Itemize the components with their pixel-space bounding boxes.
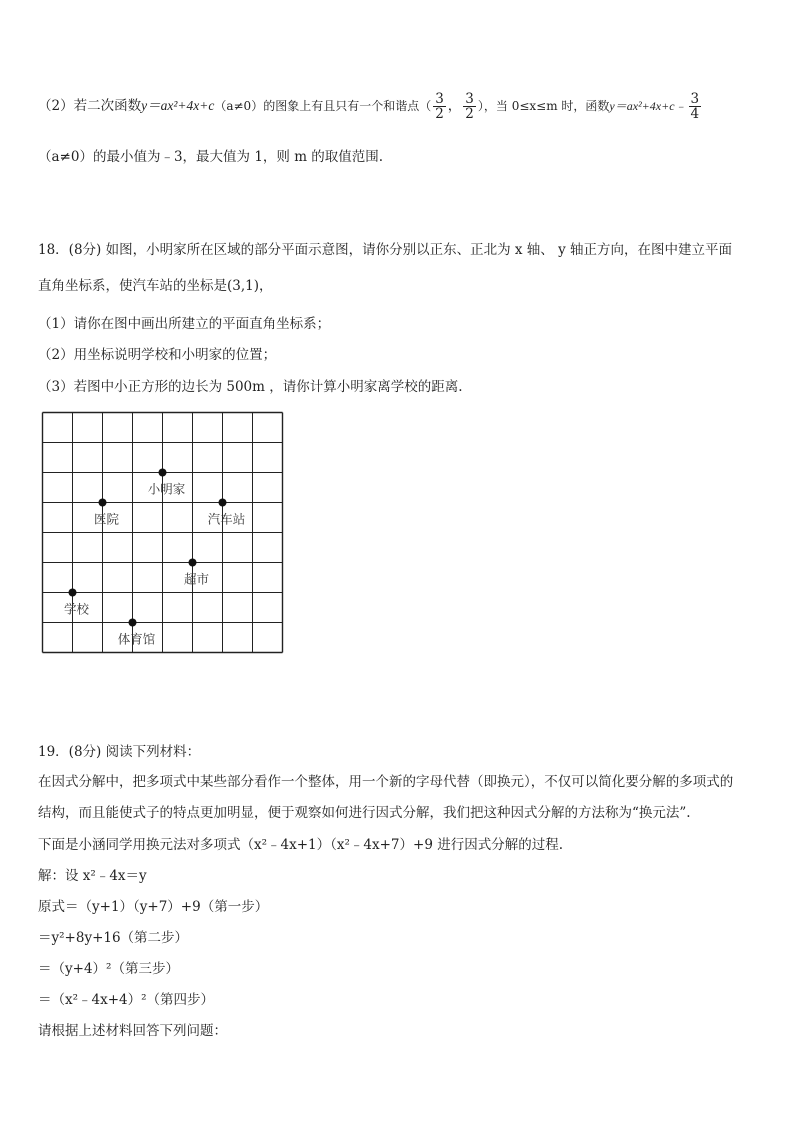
q19-step3: ＝（y+4）²（第三步） <box>38 961 179 977</box>
q19-para2: 结构，而且能使式子的特点更加明显，便于观察如何进行因式分解，我们把这种因式分解的方法称为“换元法”. <box>38 805 691 821</box>
q19-step2: ＝y²+8y+16（第二步） <box>38 930 189 946</box>
q17-part2-line2: （a≠0）的最小值为﹣3，最大值为 1，则 m 的取值范围. <box>38 149 384 165</box>
q18-stem-line1: 18．(8分) 如图，小明家所在区域的部分平面示意图，请你分别以正东、正北为 x 轴、 y 轴正方向，在图中建立平面 <box>38 242 732 258</box>
q18-sub3: （3）若图中小正方形的边长为 500m ，请你计算小明家离学校的距离. <box>38 379 463 395</box>
q17-text-a: （2）若二次函数 <box>38 98 142 115</box>
frac-numerator: 3 <box>435 91 444 107</box>
q17-frac-a <box>433 92 446 121</box>
frac-numerator: 3 <box>690 91 700 107</box>
place-label: 学校 <box>63 601 90 617</box>
place-dot <box>219 499 227 507</box>
q18-sub2: （2）用坐标说明学校和小明家的位置； <box>38 347 277 363</box>
place-label: 小明家 <box>147 481 186 497</box>
q17-cond1: （a≠0）的图象上有且只有一个和谐点（ <box>214 99 432 114</box>
place-label: 超市 <box>183 571 210 587</box>
q18-sub1: （1）请你在图中画出所建立的平面直角坐标系； <box>38 316 331 332</box>
q19-title: 19．(8分) 阅读下列材料： <box>38 744 201 760</box>
frac-denominator: 4 <box>690 106 700 123</box>
q19-solution-set: 解：设 x²﹣4x＝y <box>38 868 147 884</box>
q19-para3: 下面是小涵同学用换元法对多项式（x²﹣4x+1）（x²﹣4x+7）+9 进行因式分解的过程. <box>38 837 563 853</box>
place-label: 体育馆 <box>117 631 156 647</box>
q17-frac-b <box>463 92 476 121</box>
q17-part2-line1 <box>38 92 703 121</box>
place-dot <box>189 559 197 567</box>
place-dot <box>129 619 137 627</box>
q19-step1: 原式＝（y+1）（y+7）+9（第一步） <box>38 899 269 915</box>
place-label: 汽车站 <box>207 511 246 527</box>
q18-stem-line2: 直角坐标系，使汽车站的坐标是(3,1)， <box>38 278 273 294</box>
place-label: 医院 <box>93 511 120 527</box>
q19-question: 请根据上述材料回答下列问题： <box>38 1023 227 1039</box>
place-dot <box>159 469 167 477</box>
q17-close-paren: ），当 0≤x≤m 时，函数 <box>477 99 610 114</box>
map-grid <box>41 411 286 656</box>
q17-func2: y＝ax²+4x+c﹣ <box>609 99 687 114</box>
frac-denominator: 2 <box>465 106 474 123</box>
q17-func1: y＝ax²+4x+c <box>141 98 215 114</box>
q17-frac-c <box>689 92 702 121</box>
q19-step4: ＝（x²﹣4x+4）²（第四步） <box>38 992 215 1008</box>
q19-para1: 在因式分解中，把多项式中某些部分看作一个整体，用一个新的字母代替（即换元），不仅可以简化要分解的多项式的 <box>38 774 734 790</box>
frac-denominator: 2 <box>435 106 444 123</box>
q17-comma: ， <box>447 98 462 115</box>
place-dot <box>99 499 107 507</box>
frac-numerator: 3 <box>465 91 474 107</box>
place-dot <box>69 589 77 597</box>
